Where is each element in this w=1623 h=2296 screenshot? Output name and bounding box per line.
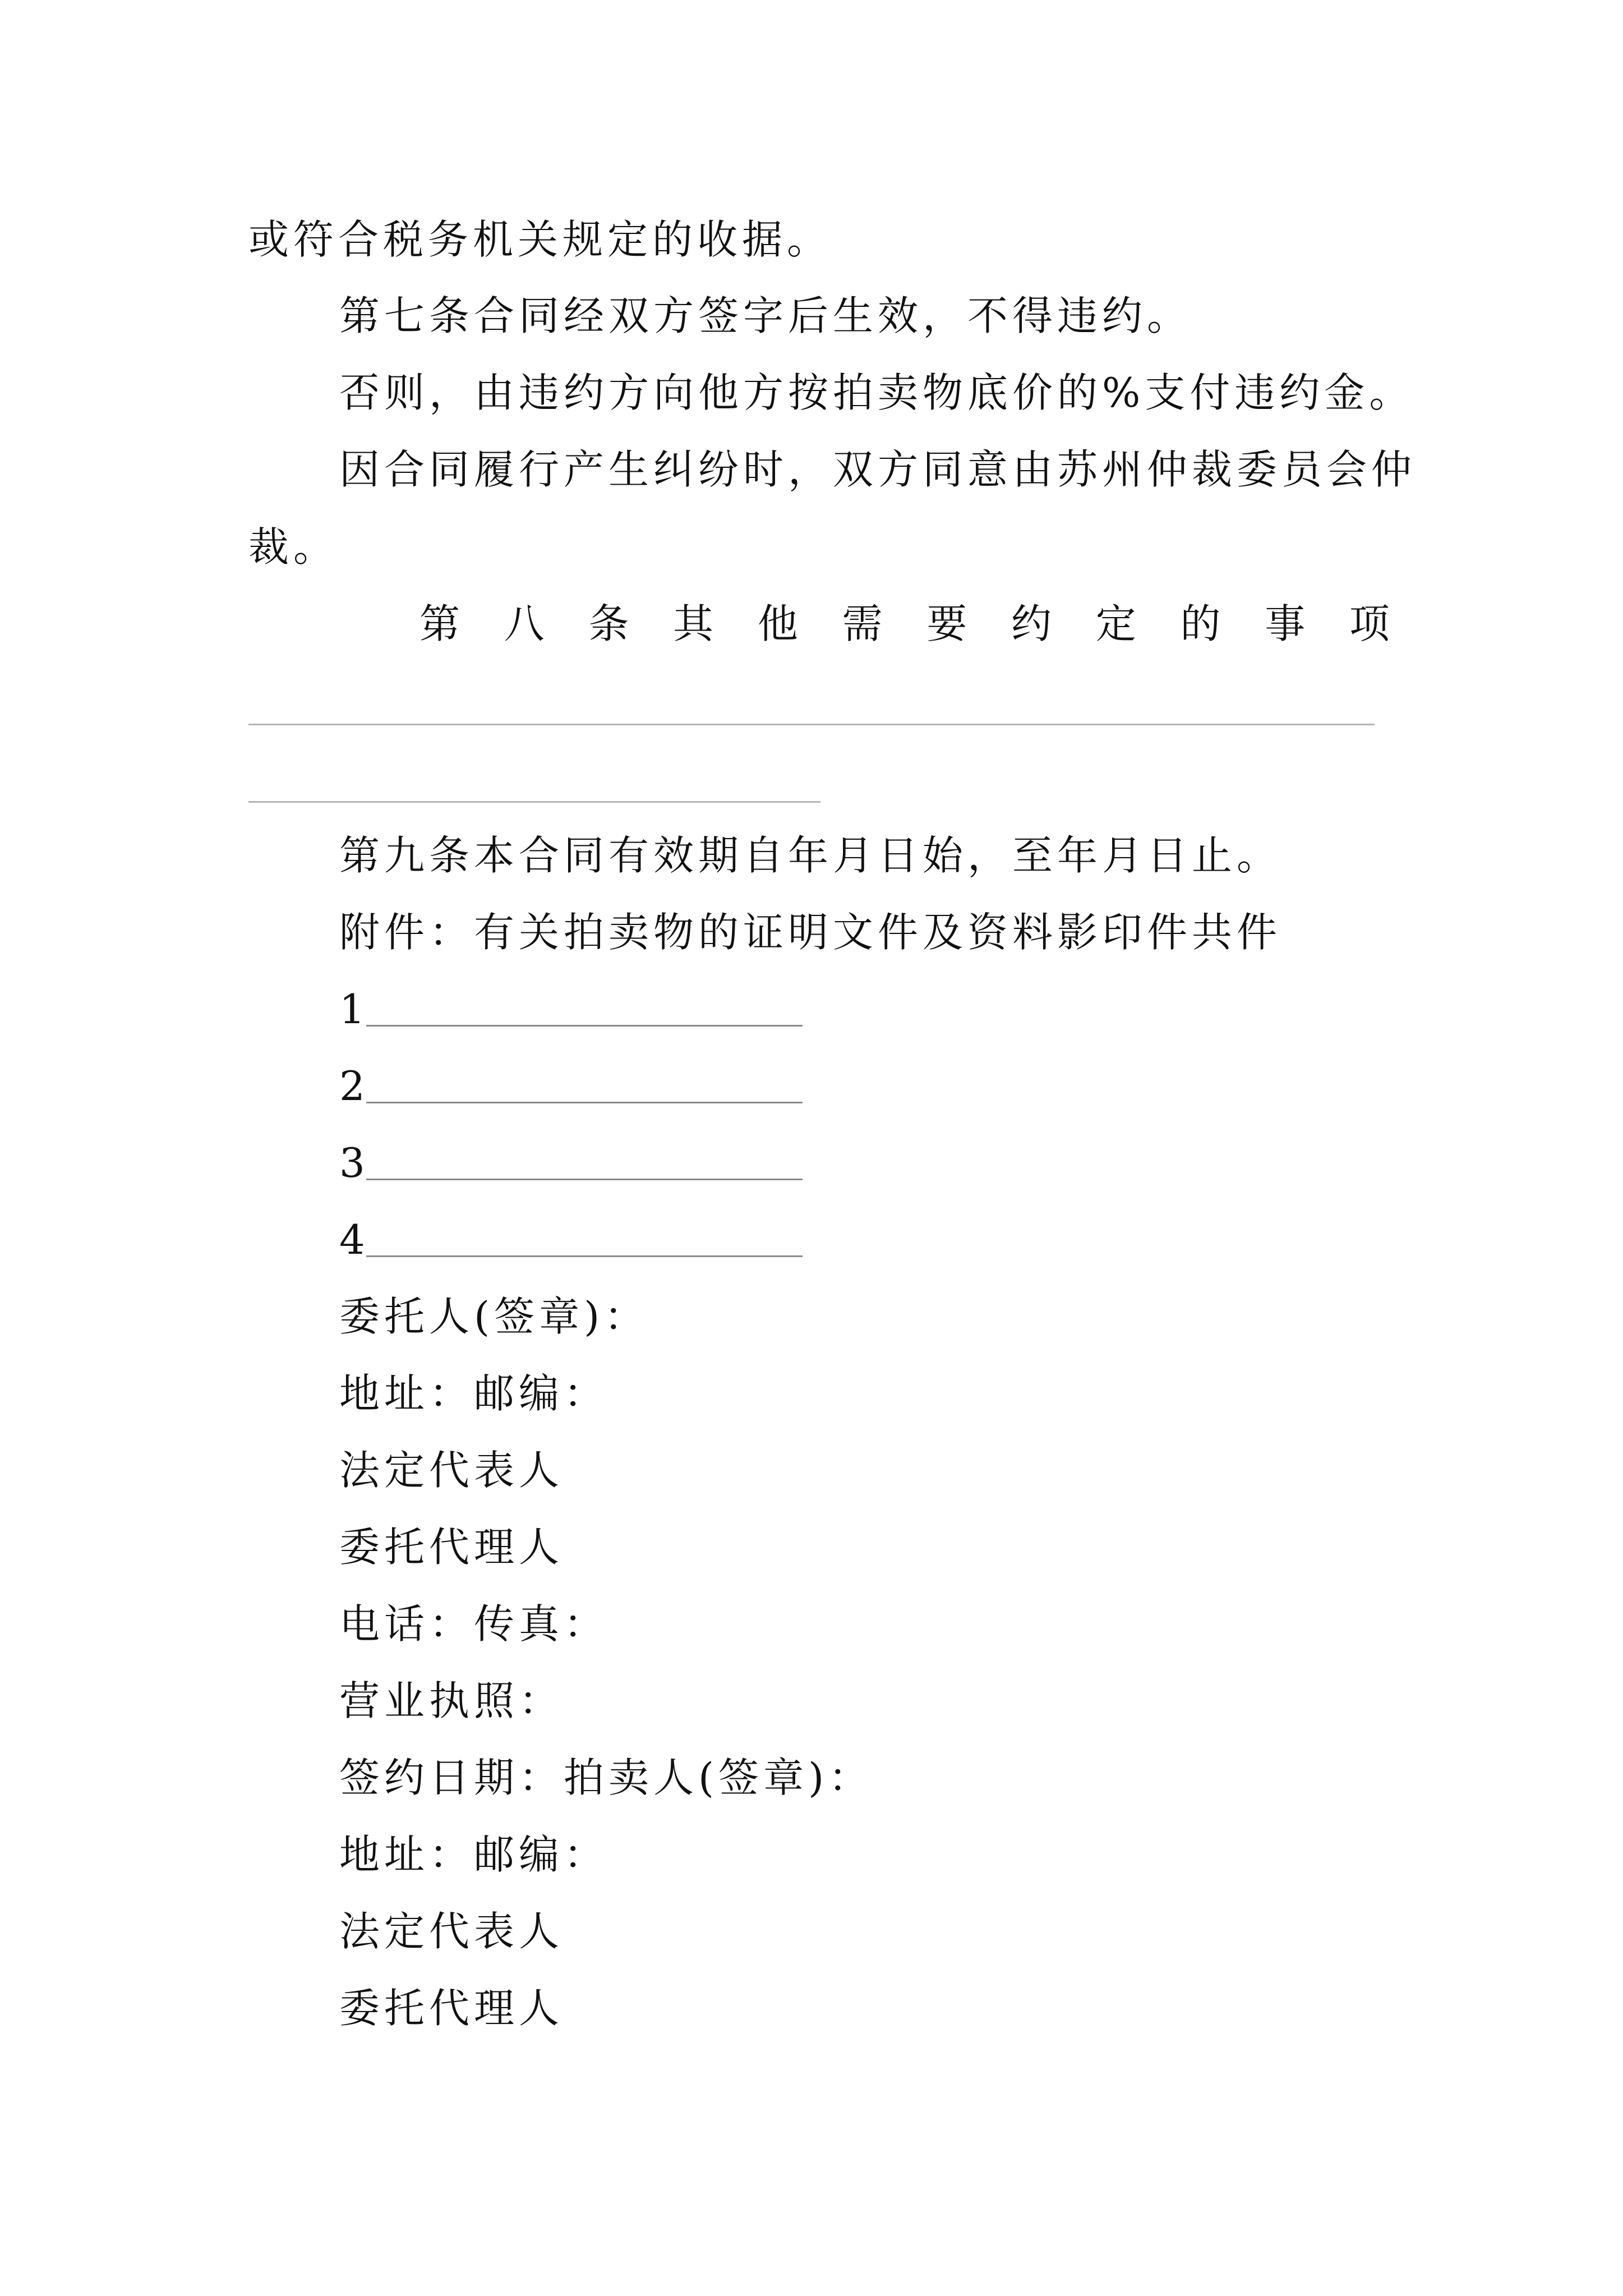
attachments-heading: 附件：有关拍卖物的证明文件及资料影印件共件: [339, 909, 1282, 956]
fill-in-rule: [248, 724, 1375, 725]
attachment-item: [339, 1061, 803, 1111]
text-line-article7: 第七条合同经双方签字后生效，不得违约。: [339, 292, 1192, 339]
attachment-item: [339, 1214, 803, 1265]
article8-char: 的: [1180, 600, 1221, 647]
fill-in-rule: [248, 801, 820, 803]
article8-char: 约: [1011, 600, 1052, 647]
text-line-arbitration: 因合同履行产生纠纷时，双方同意由苏州仲裁委员会仲: [339, 446, 1417, 493]
business-license-line: 营业执照：: [339, 1677, 564, 1724]
date-auctioneer-line: 签约日期：拍卖人(签章)：: [339, 1754, 874, 1801]
legal-representative-line: 法定代表人: [339, 1908, 564, 1955]
article8-heading: [419, 599, 1390, 649]
attachment-item: [339, 1138, 803, 1188]
principal-signature-line: 委托人(签章)：: [339, 1293, 649, 1340]
text-line-arbitration-cont: 裁。: [248, 523, 339, 570]
legal-representative-line: 法定代表人: [339, 1447, 564, 1494]
fill-in-rule: [366, 1255, 803, 1257]
address-line: 地址：邮编：: [339, 1831, 609, 1878]
article8-char: 项: [1349, 600, 1390, 647]
agent-line: 委托代理人: [339, 1985, 564, 2032]
agent-line: 委托代理人: [339, 1524, 564, 1571]
article8-char: 他: [757, 600, 798, 647]
attachment-number: 1: [339, 986, 365, 1033]
fill-in-rule: [366, 1102, 803, 1103]
article8-char: 条: [588, 600, 629, 647]
article8-char: 八: [504, 600, 545, 647]
attachment-number: 3: [339, 1139, 365, 1186]
article8-char: 第: [419, 600, 460, 647]
fill-in-rule: [366, 1179, 803, 1180]
phone-fax-line: 电话：传真：: [339, 1600, 609, 1648]
text-line-penalty: 否则，由违约方向他方按拍卖物底价的%支付违约金。: [339, 369, 1414, 416]
article8-char: 事: [1265, 600, 1306, 647]
article8-char: 需: [842, 600, 883, 647]
address-line: 地址：邮编：: [339, 1370, 609, 1417]
article8-char: 要: [926, 600, 967, 647]
attachment-number: 2: [339, 1062, 365, 1110]
text-line-article9: 第九条本合同有效期自年月日始，至年月日止。: [339, 832, 1282, 879]
article8-char: 定: [1095, 600, 1136, 647]
article8-char: 其: [673, 600, 714, 647]
attachment-item: [339, 984, 803, 1034]
text-line-receipt: 或符合税务机关规定的收据。: [248, 216, 832, 263]
attachment-number: 4: [339, 1216, 365, 1263]
fill-in-rule: [366, 1025, 803, 1027]
